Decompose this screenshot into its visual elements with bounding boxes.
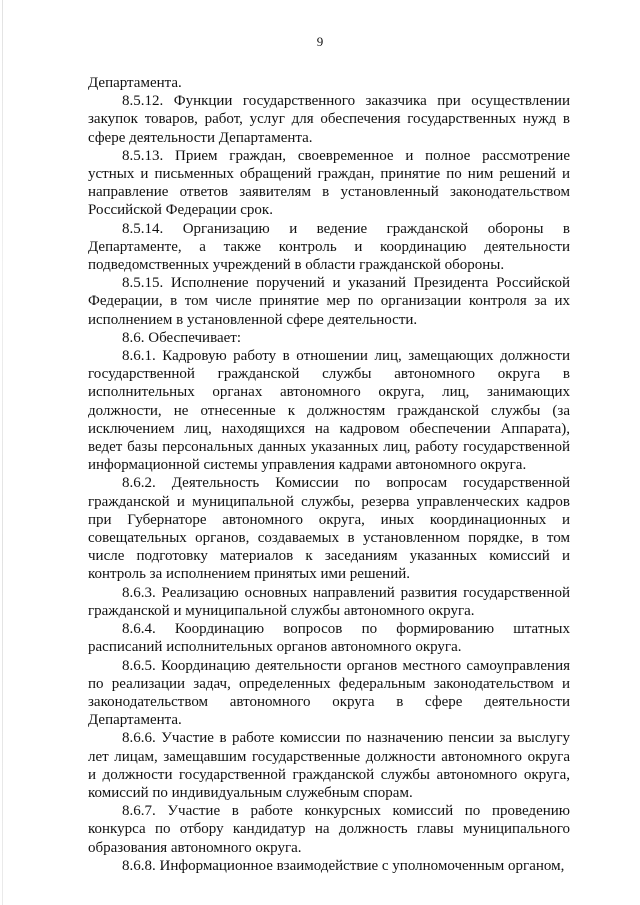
paragraph-8-6-7: 8.6.7. Участие в работе конкурсных комиссий по проведению конкурса по отбору кандидатур на должность главы муниципального образования автономного округа. xyxy=(88,803,570,856)
paragraph-8-5-12: 8.5.12. Функции государственного заказчика при осуществлении закупок товаров, работ, услуг для обеспечения государственных нужд в сфере деятельности Департамента. xyxy=(88,93,570,146)
paragraph-8-6-3: 8.6.3. Реализацию основных направлений развития государственной гражданской и муниципальной службы автономного округа. xyxy=(88,584,570,619)
paragraph-8-6-8: 8.6.8. Информационное взаимодействие с уполномоченным органом, xyxy=(122,857,565,874)
paragraph-continuation: Департамента. xyxy=(88,75,182,91)
paragraph-8-5-13: 8.5.13. Прием граждан, своевременное и полное рассмотрение устных и письменных обращений граждан, принятие по ним решений и направление ответов заявителям в установленный законодательством Российской Федерации срок. xyxy=(88,147,570,219)
paragraph-8-6-5: 8.6.5. Координацию деятельности органов местного самоуправления по реализации задач, определенных федеральным законодательством и законодательством автономного округа в сфере деятельности Департамента. xyxy=(88,657,570,729)
document-body xyxy=(88,74,570,875)
paragraph-8-6: 8.6. Обеспечивает: xyxy=(122,329,242,346)
paragraph-8-5-15: 8.5.15. Исполнение поручений и указаний Президента Российской Федерации, в том числе принятие мер по организации контроля за их исполнением в установленной сфере деятельности. xyxy=(88,275,570,328)
paragraph-8-5-14: 8.5.14. Организацию и ведение гражданской обороны в Департаменте, а также контроль и координацию деятельности подведомственных учреждений в области гражданской обороны. xyxy=(88,220,570,274)
scan-edge xyxy=(2,0,3,905)
paragraph-8-6-4: 8.6.4. Координацию вопросов по формированию штатных расписаний исполнительных органов автономного округа. xyxy=(88,621,570,656)
paragraph-8-6-2: 8.6.2. Деятельность Комиссии по вопросам государственной гражданской и муниципальной службы, резерва управленческих кадров при Губернаторе автономного округа, иных координационных и совещательных органов, создаваемых в установленном порядке, в том числе подготовку материалов к заседаниям указанных комиссий и контроль за исполнением принятых ими решений. xyxy=(88,475,570,583)
page-number: 9 xyxy=(316,34,324,49)
paragraph-8-6-6: 8.6.6. Участие в работе комиссии по назначению пенсии за выслугу лет лицам, замещавшим государственные должности автономного округа и должности государственной гражданской службы автономного округа, комиссий по индивидуальным служебным спорам. xyxy=(88,730,570,801)
paragraph-8-6-1: 8.6.1. Кадровую работу в отношении лиц, замещающих должности государственной гражданской службы автономного округа в исполнительных органах автономного округа, лиц, занимающих должности, не отнесенные к должностям гражданской службы (за исключением лиц, находящихся на кадровом обеспечении Аппарата), ведет базы персональных данных указанных лиц, работу государственной информационной системы управления кадрами автономного округа. xyxy=(88,348,570,474)
